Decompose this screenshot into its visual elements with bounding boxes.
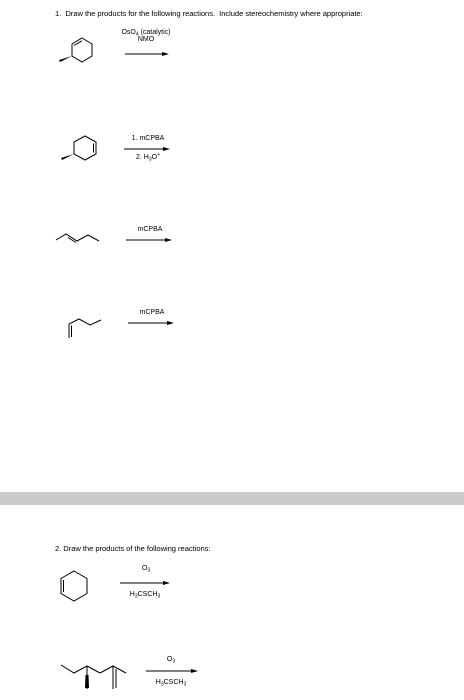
reaction-2-arrow [124,145,170,153]
reaction-1-arrow [125,50,169,58]
page-divider [0,492,464,505]
reaction-6-reagent-above: $O_3$ [166,656,176,665]
diene-molecule [56,655,136,697]
reaction-4-reagent: mCPBA [139,309,165,316]
cyclohexene-molecule [56,567,92,607]
reaction-2-reagent-below: 2. $H_3O^+$ [136,152,160,163]
methylcyclohexene-molecule-1 [52,30,112,74]
reaction-6-reagent-below: $H_3CSCH_3$ [155,679,187,688]
reaction-5-arrow [120,579,170,587]
methylcyclohexene-molecule-2 [54,130,114,174]
reaction-5-reagent-above: $O_3$ [141,565,151,574]
question-2-heading: 2. Draw the products of the following reactions: [55,544,211,553]
reaction-2-reagent-above: 1. mCPBA [131,135,165,142]
reaction-3-reagent: mCPBA [137,226,163,233]
worksheet-page-2 [0,505,464,700]
question-1-heading: 1. Draw the products for the following reactions. Include stereochemistry where appropriate: [55,9,363,18]
alkene-molecule-3 [52,226,108,248]
reaction-5-reagent-below: $H_3CSCH_3$ [129,591,161,600]
alkene-molecule-4 [62,312,108,342]
reaction-1-reagent-above: OsO$_4$ (catalytic) NMO [121,29,171,43]
reaction-6-arrow [146,667,198,675]
reaction-3-arrow [126,236,172,244]
reaction-4-arrow [128,319,174,327]
